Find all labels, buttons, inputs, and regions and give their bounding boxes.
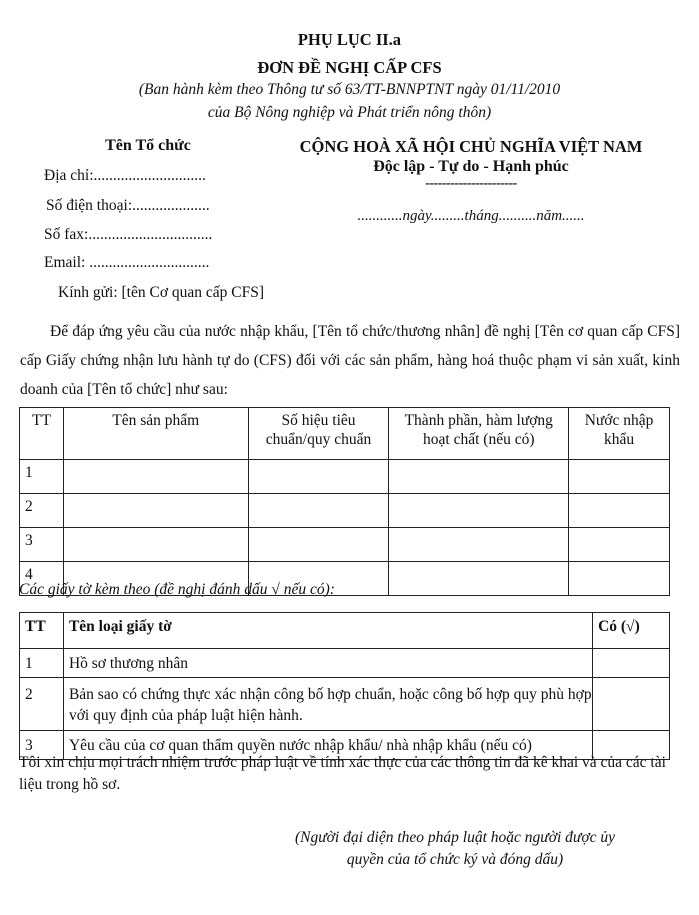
document-type-cell: Bản sao có chứng thực xác nhận công bố hợp chuẩn, hoặc công bố hợp quy phù hợp với quy định của pháp luật hiện hành. — [63, 678, 592, 731]
ingredients-cell[interactable] — [389, 460, 569, 494]
national-title: CỘNG HOÀ XÃ HỘI CHỦ NGHĨA VIỆT NAM — [299, 137, 643, 156]
col-header-ingredients: Thành phần, hàm lượng hoạt chất (nếu có) — [389, 408, 569, 460]
product-name-cell[interactable] — [63, 494, 248, 528]
import-country-cell[interactable] — [569, 460, 670, 494]
col-header-has: Có (√) — [593, 613, 670, 649]
standard-number-cell[interactable] — [248, 494, 389, 528]
ingredients-cell[interactable] — [389, 562, 569, 596]
motto-divider: ---------------------- — [425, 176, 517, 191]
import-country-cell[interactable] — [569, 562, 670, 596]
table-row — [20, 678, 670, 731]
col-header-import-country: Nước nhập khẩu — [569, 408, 670, 460]
signature-line1: (Người đại diện theo pháp luật hoặc người được ủy — [294, 829, 616, 846]
row-number: 2 — [20, 678, 64, 731]
signature-note — [250, 827, 660, 871]
attachments-label: Các giấy tờ kèm theo (đề nghị đánh dấu √ nếu có): — [19, 581, 335, 598]
product-name-cell[interactable] — [63, 460, 248, 494]
date-line: ............ngày.........tháng..........năm...... — [357, 208, 585, 224]
fax-field: Số fax:................................ — [44, 226, 213, 243]
standard-number-cell[interactable] — [248, 528, 389, 562]
intro-paragraph: Để đáp ứng yêu cầu của nước nhập khẩu, [Tên tổ chức/thương nhân] đề nghị [Tên cơ quan cấp CFS] cấp Giấy chứng nhận lưu hành tự do (CFS) đối với các sản phẩm, hàng hoá thuộc phạm vi sản xuất, kinh doanh của [Tên tổ chức] như sau: — [20, 323, 680, 398]
standard-number-cell[interactable] — [248, 460, 389, 494]
address-field: Địa chỉ:............................. — [44, 167, 206, 184]
attachments-table — [19, 612, 670, 760]
signature-line2: quyền của tổ chức ký và đóng dấu) — [346, 851, 564, 868]
phone-field: Số điện thoại:.................... — [46, 197, 210, 214]
table-row — [20, 649, 670, 678]
product-table-header — [20, 408, 670, 460]
ingredients-cell[interactable] — [389, 494, 569, 528]
recipient-line: Kính gửi: [tên Cơ quan cấp CFS] — [58, 284, 265, 301]
check-cell[interactable] — [593, 649, 670, 678]
row-number: 2 — [20, 494, 64, 528]
row-number: 4 — [20, 562, 64, 596]
national-motto: Độc lập - Tự do - Hạnh phúc — [373, 158, 569, 175]
form-title: ĐƠN ĐỀ NGHỊ CẤP CFS — [257, 58, 442, 77]
row-number: 1 — [20, 460, 64, 494]
col-header-product-name: Tên sản phẩm — [63, 408, 248, 460]
commitment-statement: Tôi xin chịu mọi trách nhiệm trước pháp luật về tính xác thực của các thông tin đã kê khai và của các tài liệu trong hồ sơ. — [19, 754, 666, 793]
appendix-title: PHỤ LỤC II.a — [297, 30, 402, 49]
document-type-cell: Hồ sơ thương nhân — [63, 649, 592, 678]
import-country-cell[interactable] — [569, 528, 670, 562]
check-cell[interactable] — [593, 678, 670, 731]
col-header-standard-number: Số hiệu tiêu chuẩn/quy chuẩn — [248, 408, 389, 460]
email-field: Email: ............................... — [44, 254, 210, 271]
col-header-document-type: Tên loại giấy tờ — [63, 613, 592, 649]
table-row — [20, 494, 670, 528]
col-header-tt: TT — [20, 613, 64, 649]
table-row — [20, 460, 670, 494]
issued-note-line2: của Bộ Nông nghiệp và Phát triển nông thôn) — [207, 104, 492, 121]
document-type-cell: Yêu cầu của cơ quan thẩm quyền nước nhập khẩu/ nhà nhập khẩu (nếu có) — [63, 731, 592, 760]
col-header-tt: TT — [20, 408, 64, 460]
product-table — [19, 407, 670, 596]
table-row — [20, 528, 670, 562]
import-country-cell[interactable] — [569, 494, 670, 528]
ingredients-cell[interactable] — [389, 528, 569, 562]
row-number: 3 — [20, 731, 64, 760]
row-number: 3 — [20, 528, 64, 562]
attachments-table-header — [20, 613, 670, 649]
issued-note-line1: (Ban hành kèm theo Thông tư số 63/TT-BNNPTNT ngày 01/11/2010 — [138, 81, 561, 98]
product-name-cell[interactable] — [63, 528, 248, 562]
row-number: 1 — [20, 649, 64, 678]
organization-name: Tên Tổ chức — [105, 137, 191, 154]
